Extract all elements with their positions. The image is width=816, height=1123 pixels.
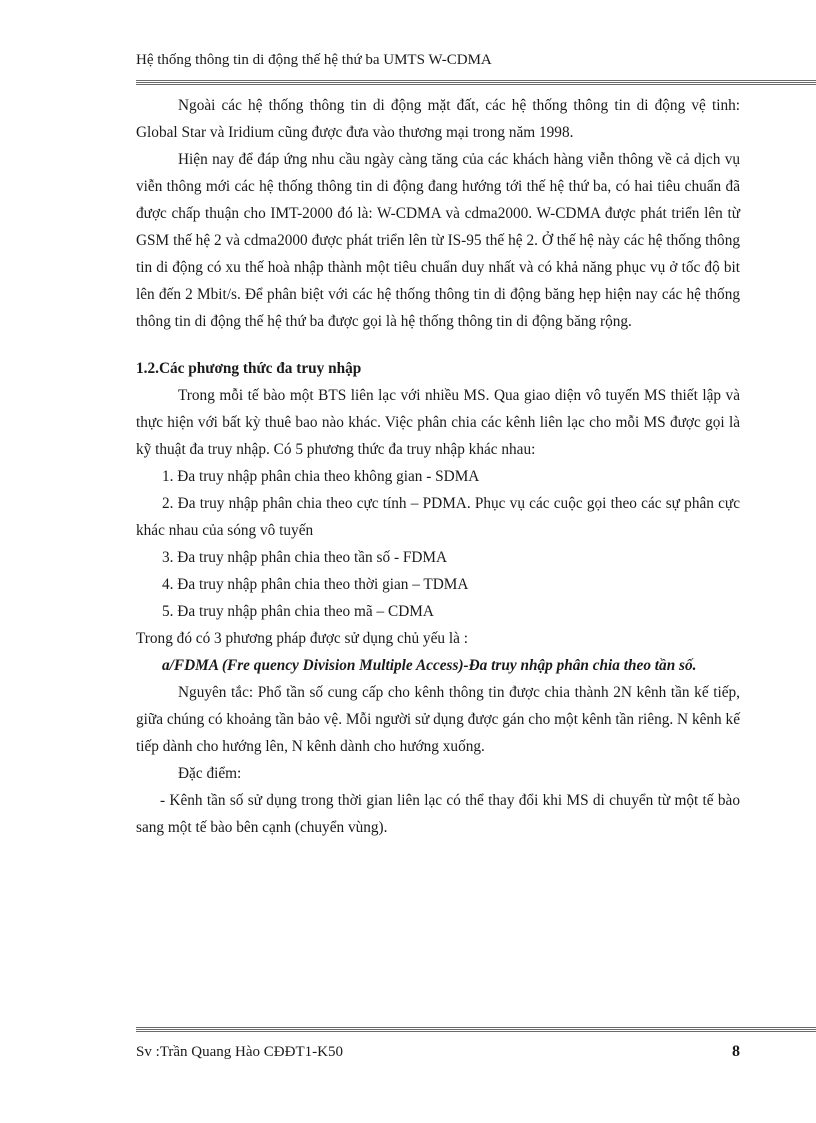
header-divider bbox=[136, 80, 816, 86]
list-item: 3. Đa truy nhập phân chia theo tần số - FDMA bbox=[162, 549, 448, 566]
paragraph-multiple-access: Trong mỗi tế bào một BTS liên lạc với nhiều MS. Qua giao diện vô tuyến MS thiết lập và thực hiện với bất kỳ thuê bao nào khác. Việc phân chia các kênh liên lạc cho mỗi MS được gọi là kỹ thuật đa truy nhập. Có 5 phương thức đa truy nhập khác nhau: bbox=[136, 387, 740, 458]
page-number: 8 bbox=[732, 1043, 740, 1060]
list-item: 1. Đa truy nhập phân chia theo không gian - SDMA bbox=[162, 468, 480, 485]
page-header-title: Hệ thống thông tin di động thế hệ thứ ba UMTS W-CDMA bbox=[136, 52, 492, 68]
bullet-item: - Kênh tần số sử dụng trong thời gian liên lạc có thể thay đổi khi MS di chuyển từ một tế bào sang một tế bào bên cạnh (chuyển vùng). bbox=[136, 792, 740, 836]
footer-author: Sv :Trần Quang Hào CĐĐT1-K50 bbox=[136, 1044, 343, 1060]
spacer bbox=[136, 335, 740, 355]
list-item: 2. Đa truy nhập phân chia theo cực tính – PDMA. Phục vụ các cuộc gọi theo các sự phân cực khác nhau của sóng vô tuyến bbox=[136, 495, 740, 539]
list-item: 4. Đa truy nhập phân chia theo thời gian – TDMA bbox=[162, 576, 469, 593]
subsection-title-fdma: a/FDMA (Fre quency Division Multiple Access)-Đa truy nhập phân chia theo tần số. bbox=[162, 657, 697, 674]
paragraph-principle: Nguyên tắc: Phổ tần số cung cấp cho kênh thông tin được chia thành 2N kênh tần kế tiếp, giữa chúng có khoảng tần bảo vệ. Mỗi người sử dụng được gán cho một kênh tần riêng. N kênh kế tiếp dành cho hướng lên, N kênh dành cho hướng xuống. bbox=[136, 684, 740, 755]
footer-divider bbox=[136, 1027, 816, 1033]
paragraph-third-generation: Hiện nay để đáp ứng nhu cầu ngày càng tăng của các khách hàng viễn thông về cả dịch vụ viễn thông mới các hệ thống thông tin di động đang hướng tới thế hệ thứ ba, có hai tiêu chuẩn đã được chấp thuận cho IMT-2000 đó là: W-CDMA và cdma2000. W-CDMA được phát triển lên từ GSM thế hệ 2 và cdma2000 được phát triển lên từ IS-95 thế hệ 2. Ở thế hệ này các hệ thống thông tin di động có xu thế hoà nhập thành một tiêu chuẩn duy nhất và có khả năng phục vụ ở tốc độ bit lên đến 2 Mbit/s. Để phân biệt với các hệ thống thông tin di động băng hẹp hiện nay các hệ thống thông tin di động thế hệ thứ ba được gọi là hệ thống thông tin di động băng rộng. bbox=[136, 151, 740, 330]
paragraph-characteristics: Đặc điểm: bbox=[178, 765, 242, 782]
list-item: 5. Đa truy nhập phân chia theo mã – CDMA bbox=[162, 603, 434, 620]
section-title: 1.2.Các phương thức đa truy nhập bbox=[136, 360, 362, 377]
paragraph-main-methods: Trong đó có 3 phương pháp được sử dụng chủ yếu là : bbox=[136, 630, 468, 647]
page-body bbox=[136, 92, 740, 841]
paragraph-satellite: Ngoài các hệ thống thông tin di động mặt đất, các hệ thống thông tin di động vệ tinh: Global Star và Iridium cũng được đưa vào thương mại trong năm 1998. bbox=[136, 97, 740, 141]
